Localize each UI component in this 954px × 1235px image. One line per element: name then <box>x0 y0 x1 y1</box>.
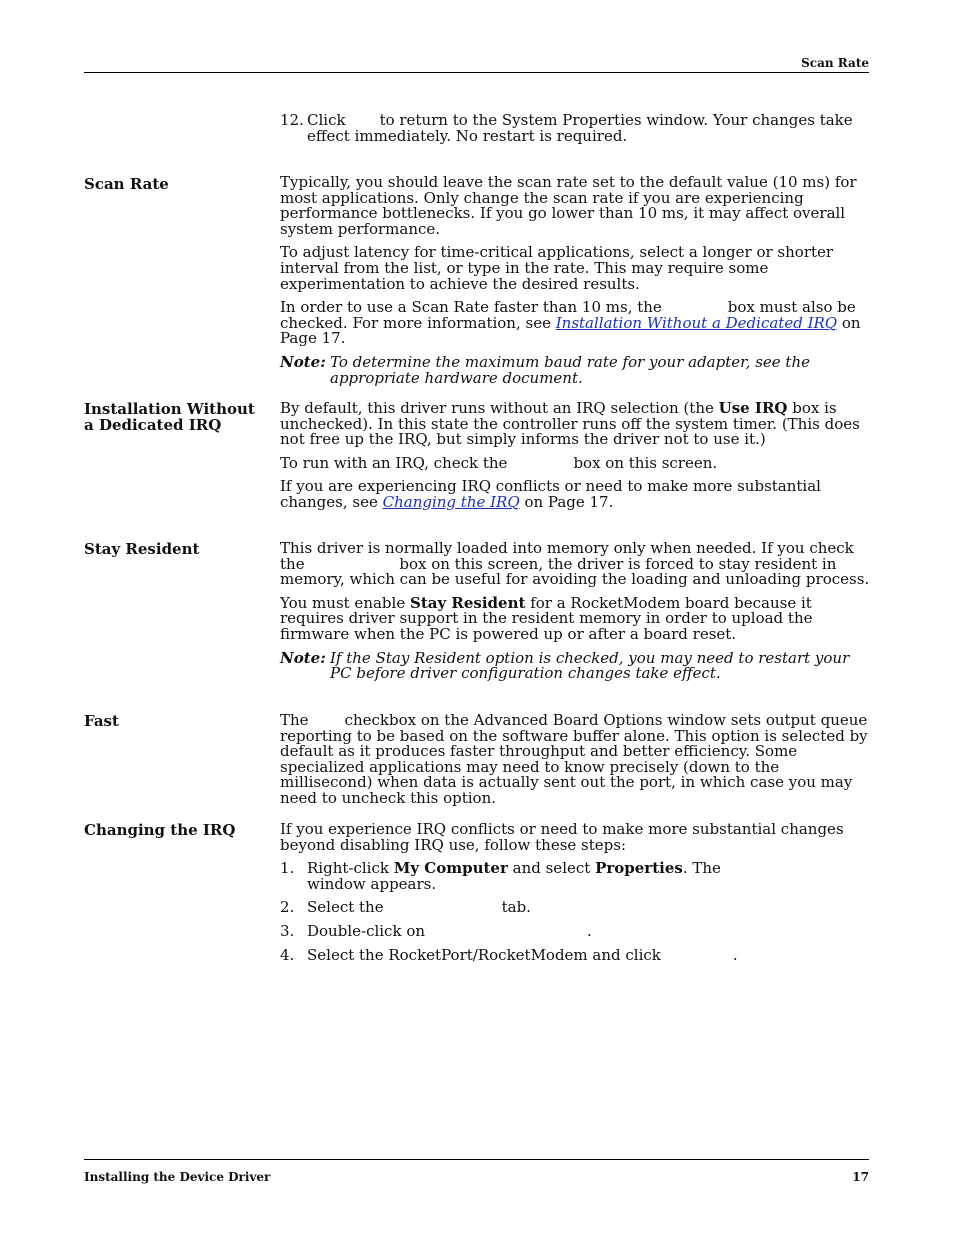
footer-title: Installing the Device Driver <box>84 1170 271 1184</box>
note-label: Note: <box>280 352 326 371</box>
paragraph: By default, this driver runs without an IRQ selection (the Use IRQ box is unchecked). In this state the controller runs off the system timer. (This does not free up the IRQ, but simply informs the driver not to use it.) <box>280 399 860 449</box>
section-title-stay-resident: Stay Resident <box>84 540 200 558</box>
section-title-fast: Fast <box>84 712 119 730</box>
list-item: 3. Double-click on . <box>280 921 592 940</box>
section-body-fast <box>280 713 870 815</box>
paragraph: To run with an IRQ, check the box on this screen. <box>280 453 718 472</box>
paragraph: The checkbox on the Advanced Board Options window sets output queue reporting to be based on the software buffer alone. This option is selected by default as it produces faster throughput and better efficiency. Some specialized applications may need to know precisely (down to the millisecond) when data is actually sent out the port, in which case you may need to uncheck this option. <box>280 711 868 807</box>
paragraph: This driver is normally loaded into memory only when needed. If you check the box on this screen, the driver is forced to stay resident in memory, which can be useful for avoiding the loading and unloading process. <box>280 539 870 589</box>
section-body-scan-rate <box>280 175 870 394</box>
note <box>280 352 870 387</box>
note <box>280 648 870 683</box>
step-text: Click <box>307 111 346 129</box>
link-changing-the-irq[interactable]: Changing the IRQ <box>382 492 520 511</box>
paragraph: To adjust latency for time-critical applications, select a longer or shorter interval from the list, or type in the rate. This may require some experimentation to achieve the desired results. <box>280 243 834 293</box>
intro-step <box>280 113 870 152</box>
paragraph: You must enable Stay Resident for a RocketModem board because it requires driver support in the resident memory in order to upload the firmware when the PC is powered up or after a board reset. <box>280 593 813 643</box>
step-number: 12. <box>280 111 304 129</box>
note-text: To determine the maximum baud rate for your adapter, see the appropriate hardware document. <box>330 352 810 387</box>
note-label: Note: <box>280 648 326 667</box>
paragraph: In order to use a Scan Rate faster than 10 ms, the box must also be checked. For more information, see Installation Without a Dedicated IRQ on Page 17. <box>280 298 861 348</box>
paragraph: If you experience IRQ conflicts or need to make more substantial changes beyond disabling IRQ use, follow these steps: <box>280 820 844 854</box>
section-title-changing-the-irq: Changing the IRQ <box>84 821 236 839</box>
section-title-installation-without-irq: Installation Without a Dedicated IRQ <box>84 400 255 434</box>
note-text: If the Stay Resident option is checked, you may need to restart your PC before driver configuration changes take effect. <box>330 648 850 683</box>
list-item: 2. Select the tab. <box>280 898 531 917</box>
running-header: Scan Rate <box>801 56 869 70</box>
header-rule <box>84 72 869 73</box>
paragraph: Typically, you should leave the scan rate set to the default value (10 ms) for most applications. Only change the scan rate if you are experiencing performance bottlenecks. If you go lower than 10 ms, it may affect overall system performance. <box>280 173 857 238</box>
step-text: to return to the System Properties window. Your changes take effect immediately. No restart is required. <box>307 111 853 145</box>
list-item: 1. Right-click My Computer and select Properties. The window appears. <box>280 859 721 893</box>
list-item: 4. Select the RocketPort/RocketModem and click . <box>280 945 738 964</box>
link-installation-without-irq[interactable]: Installation Without a Dedicated IRQ <box>555 313 838 332</box>
section-body-changing-the-irq <box>280 822 870 971</box>
section-body-stay-resident <box>280 541 870 690</box>
paragraph: If you are experiencing IRQ conflicts or need to make more substantial changes, see Changing the IRQ on Page 17. <box>280 477 821 511</box>
section-body-installation-without-irq <box>280 401 870 519</box>
section-title-scan-rate: Scan Rate <box>84 175 169 193</box>
footer-rule <box>84 1159 869 1160</box>
page-number: 17 <box>852 1170 869 1184</box>
